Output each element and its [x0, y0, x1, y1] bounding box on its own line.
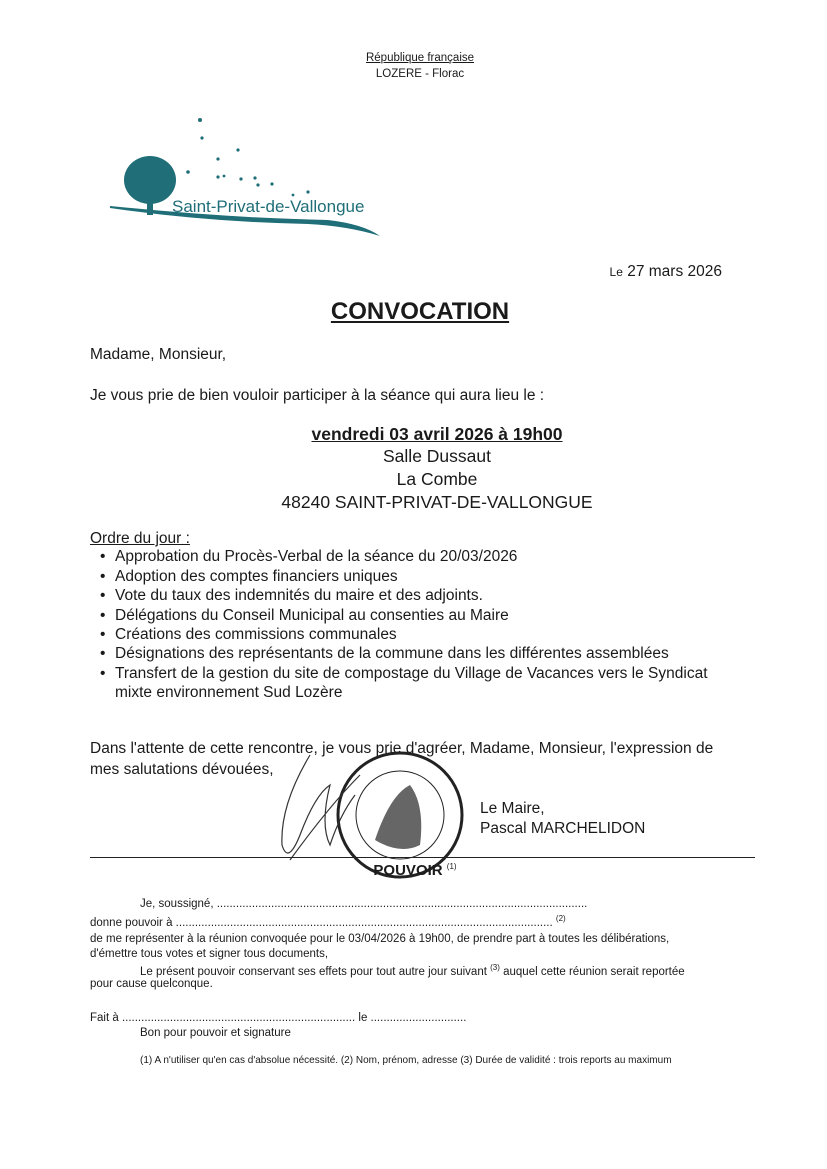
country-label: République française	[365, 52, 475, 64]
logo-text: Saint-Privat-de-Vallongue	[172, 197, 365, 216]
proxy-line-6: pour cause quelconque.	[90, 978, 213, 990]
document-date	[610, 263, 722, 281]
closing-line-2: mes salutations dévouées,	[90, 761, 274, 778]
meeting-city: 48240 SAINT-PRIVAT-DE-VALLONGUE	[281, 492, 593, 512]
proxy-line-4: d'émettre tous votes et signer tous documents,	[90, 948, 329, 960]
signatory-role: Le Maire,	[480, 800, 545, 817]
municipality-logo	[108, 110, 388, 240]
signatory-name: Pascal MARCHELIDON	[480, 820, 646, 837]
proxy-signature-label: Bon pour pouvoir et signature	[140, 1027, 291, 1039]
proxy-footnotes: (1) A n'utiliser qu'en cas d'absolue nécessité. (2) Nom, prénom, adresse (3) Durée de validité : trois reports au maximum	[140, 1055, 672, 1066]
proxy-line-5: Le présent pouvoir conservant ses effets pour tout autre jour suivant $^{(3)}$ auquel cette réunion serait reportée	[140, 963, 685, 978]
location-label: LOZERE - Florac	[375, 68, 465, 80]
agenda-heading: Ordre du jour :	[90, 530, 190, 547]
meeting-venue: Salle Dussaut	[383, 446, 491, 466]
document-title: CONVOCATION	[330, 298, 510, 325]
agenda-item-continuation: mixte environnement Sud Lozère	[115, 684, 343, 701]
greeting: Madame, Monsieur,	[90, 346, 227, 363]
proxy-line-undersigned: Je, soussigné, ....................................................................................................................	[140, 898, 588, 910]
meeting-place: La Combe	[396, 469, 478, 489]
proxy-title: POUVOIR $^{(1)}$	[373, 862, 457, 879]
meeting-datetime: vendredi 03 avril 2026 à 19h00	[311, 424, 563, 444]
proxy-line-give-power: donne pouvoir à ...................................................................................................................... $^{(2)}$	[90, 914, 566, 929]
separator-line	[90, 857, 755, 858]
closing-line-1: Dans l'attente de cette rencontre, je vous prie d'agréer, Madame, Monsieur, l'expression de	[90, 740, 714, 757]
date-prefix: Le	[609, 265, 623, 279]
date-value: 27 mars 2026	[627, 263, 722, 280]
proxy-line-3: de me représenter à la réunion convoquée pour le 03/04/2026 à 19h00, de prendre part à toutes les délibérations,	[90, 933, 670, 945]
proxy-place-date-field: Fait à ......................................................................... le ..............................	[90, 1012, 467, 1024]
intro-text: Je vous prie de bien vouloir participer à la séance qui aura lieu le :	[90, 387, 545, 404]
